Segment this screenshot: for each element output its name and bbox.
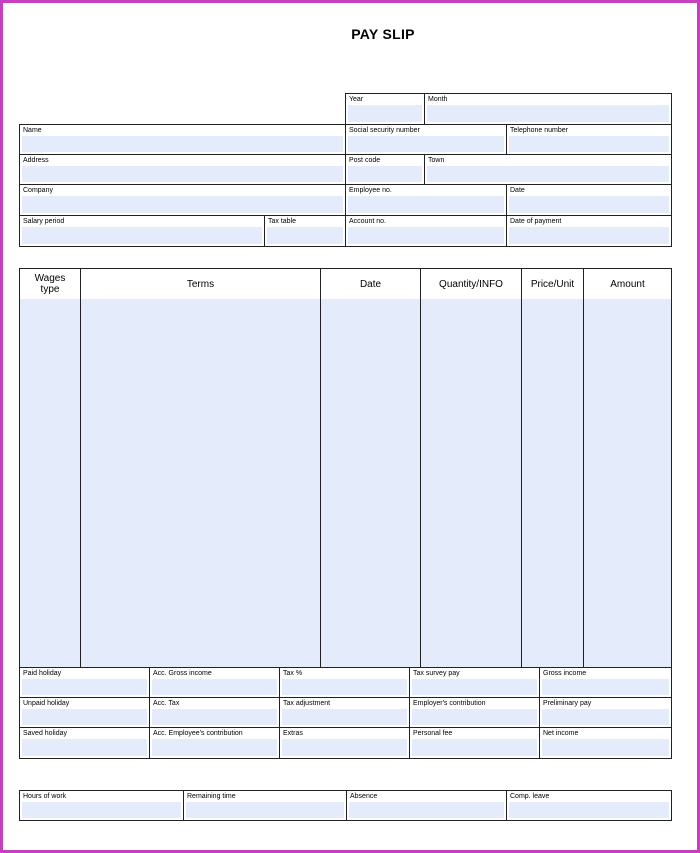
unpaid-holiday-field[interactable] [19,697,150,728]
absence-label: Absence [350,793,378,800]
gross-income-label: Gross income [543,670,587,677]
salary-period-label: Salary period [23,218,65,225]
paid-holiday-field[interactable] [19,667,150,698]
col-header-quantity: Quantity/INFO [420,268,522,300]
tax-adjustment-field[interactable] [279,697,410,728]
unpaid-holiday-label: Unpaid holiday [23,700,70,707]
post-code-label: Post code [349,157,381,164]
post-code-field[interactable] [345,154,425,185]
ssn-field[interactable] [345,124,507,155]
tax-adjustment-label: Tax adjustment [283,700,331,707]
quantity-column[interactable] [420,299,522,668]
hours-of-work-field[interactable] [19,790,184,821]
amount-column[interactable] [583,299,672,668]
company-label: Company [23,187,53,194]
tax-percent-label: Tax % [283,670,303,677]
town-field[interactable] [424,154,672,185]
terms-column[interactable] [80,299,321,668]
acc-tax-label: Acc. Tax [153,700,180,707]
account-no-field[interactable] [345,215,507,247]
paid-holiday-label: Paid holiday [23,670,62,677]
date-column[interactable] [320,299,421,668]
wage-table [19,268,672,668]
employee-no-field[interactable] [345,184,507,216]
extras-field[interactable] [279,727,410,759]
col-header-amount: Amount [583,268,672,300]
telephone-field[interactable] [506,124,672,155]
tax-table-field[interactable] [264,215,346,247]
col-header-wages-type: Wages type [19,268,81,300]
date-label: Date [510,187,525,194]
saved-holiday-field[interactable] [19,727,150,759]
town-label: Town [428,157,445,164]
employers-contribution-field[interactable] [409,697,540,728]
month-field[interactable] [424,93,672,125]
net-income-label: Net income [543,730,579,737]
address-field[interactable] [19,154,346,185]
salary-period-field[interactable] [19,215,265,247]
year-field[interactable] [345,93,425,125]
name-label: Name [23,127,42,134]
preliminary-pay-field[interactable] [539,697,672,728]
telephone-label: Telephone number [510,127,568,134]
ssn-label: Social security number [349,127,420,134]
wages-type-column[interactable] [19,299,81,668]
saved-holiday-label: Saved holiday [23,730,67,737]
acc-gross-income-label: Acc. Gross income [153,670,212,677]
tax-survey-pay-field[interactable] [409,667,540,698]
date-field[interactable] [506,184,672,216]
col-header-price-unit: Price/Unit [521,268,584,300]
personal-fee-label: Personal fee [413,730,453,737]
absence-field[interactable] [346,790,507,821]
extras-label: Extras [283,730,303,737]
date-of-payment-label: Date of payment [510,218,562,225]
year-label: Year [349,96,364,103]
col-header-date: Date [320,268,421,300]
preliminary-pay-label: Preliminary pay [543,700,592,707]
remaining-time-field[interactable] [183,790,347,821]
acc-employees-contribution-field[interactable] [149,727,280,759]
tax-table-label: Tax table [268,218,297,225]
price-unit-column[interactable] [521,299,584,668]
company-field[interactable] [19,184,346,216]
employers-contribution-label: Employer's contribution [413,700,486,707]
tax-survey-pay-label: Tax survey pay [413,670,460,677]
personal-fee-field[interactable] [409,727,540,759]
acc-employees-contribution-label: Acc. Employee's contribution [153,730,243,737]
comp-leave-label: Comp. leave [510,793,550,800]
gross-income-field[interactable] [539,667,672,698]
account-no-label: Account no. [349,218,386,225]
acc-gross-income-field[interactable] [149,667,280,698]
remaining-time-label: Remaining time [187,793,236,800]
date-of-payment-field[interactable] [506,215,672,247]
name-field[interactable] [19,124,346,155]
month-label: Month [428,96,448,103]
page-title: PAY SLIP [351,26,415,42]
hours-of-work-label: Hours of work [23,793,67,800]
tax-percent-field[interactable] [279,667,410,698]
acc-tax-field[interactable] [149,697,280,728]
col-header-terms: Terms [80,268,321,300]
address-label: Address [23,157,49,164]
employee-no-label: Employee no. [349,187,392,194]
comp-leave-field[interactable] [506,790,672,821]
net-income-field[interactable] [539,727,672,759]
